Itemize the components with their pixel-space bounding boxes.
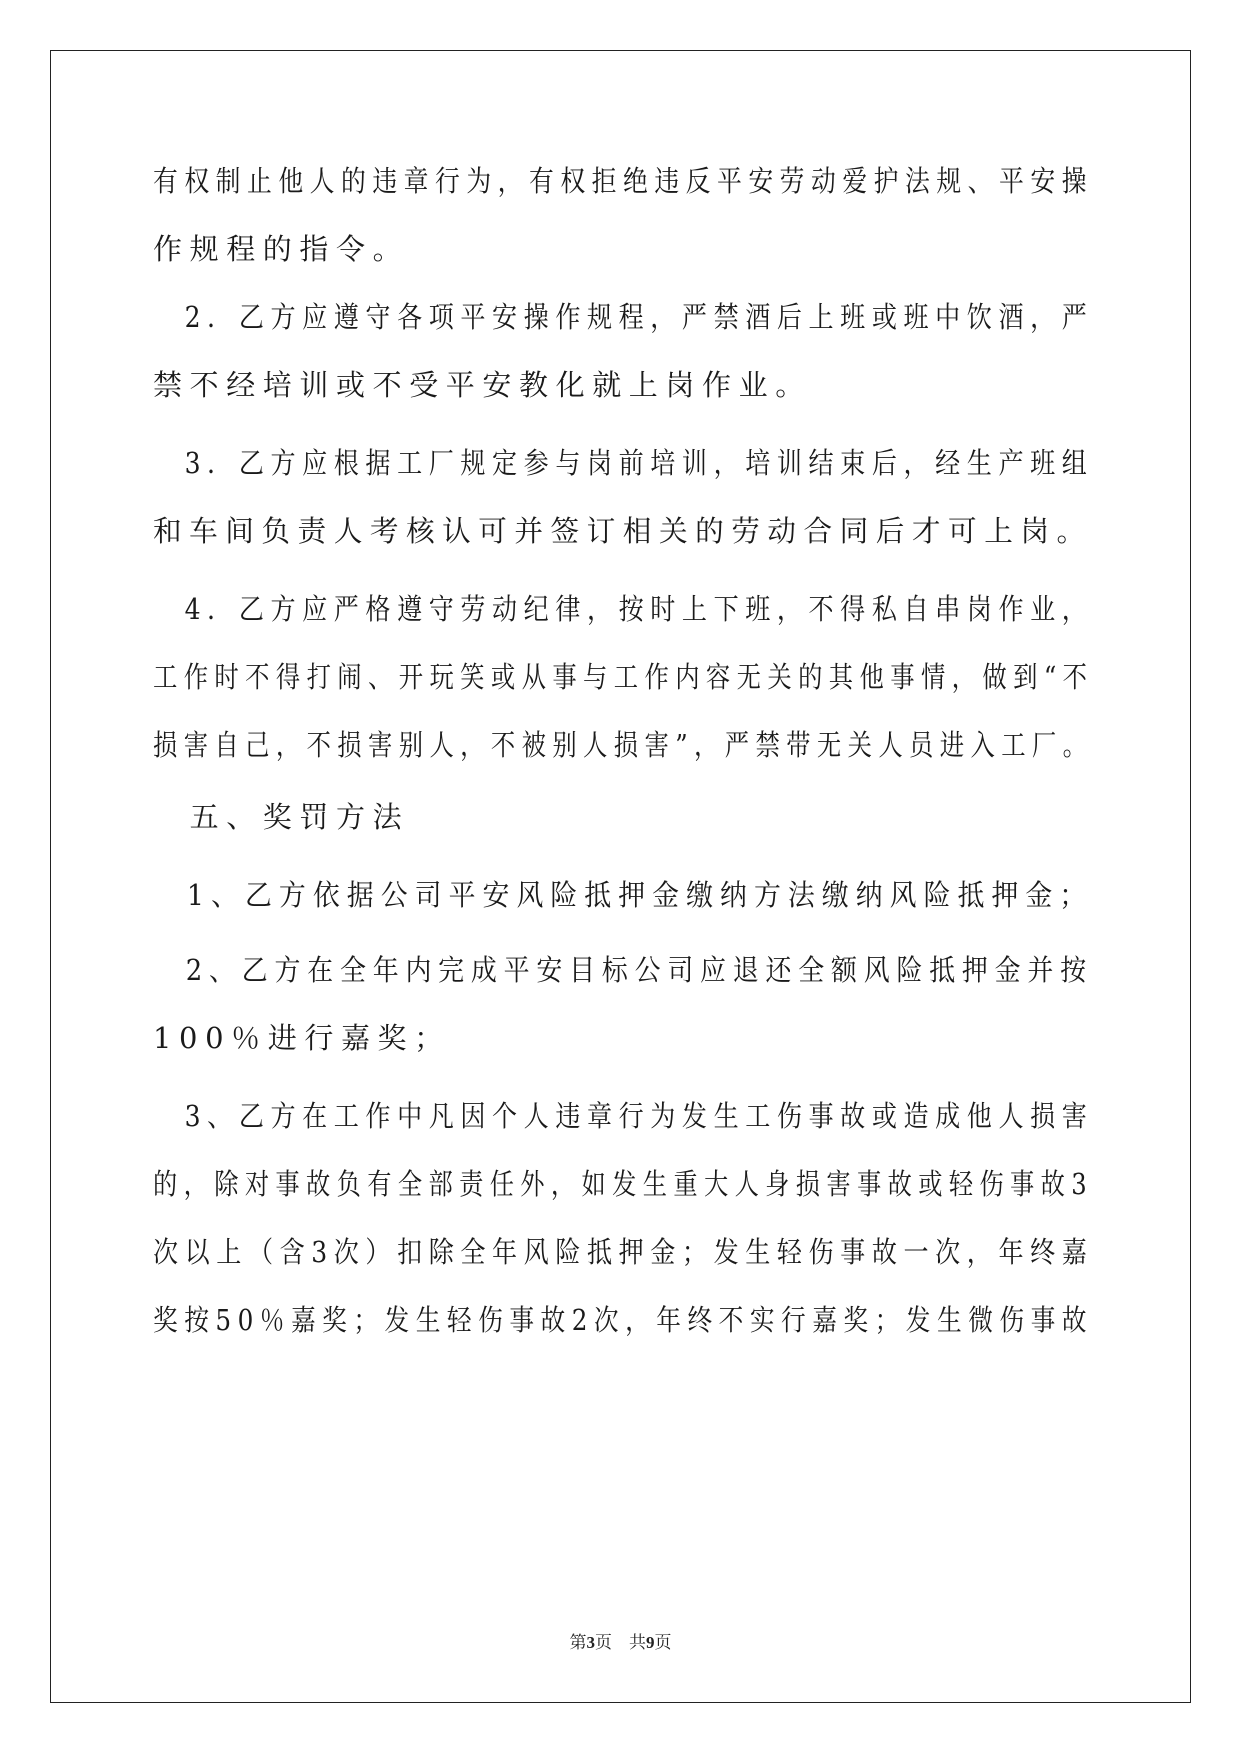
text-line: 2、乙方在全年内完成平安目标公司应退还全额风险抵押金并按 [153,953,1093,987]
page-footer [0,1628,1241,1653]
text-line: 禁不经培训或不受平安教化就上岗作业。 [153,368,812,402]
text-line: 损害自己，不损害别人，不被别人损害”，严禁带无关人员进入工厂。 [153,728,1094,762]
section-heading: 五、奖罚方法 [153,800,410,834]
text-line: 有权制止他人的违章行为，有权拒绝违反平安劳动爱护法规、平安操 [153,164,1094,198]
text-line: 2．乙方应遵守各项平安操作规程，严禁酒后上班或班中饮酒，严 [153,300,1094,334]
footer-prefix: 第 [569,1633,587,1652]
text-line: 4．乙方应严格遵守劳动纪律，按时上下班，不得私自串岗作业， [153,592,1094,626]
text-line: 100％进行嘉奖； [153,1021,451,1055]
text-line: 的，除对事故负有全部责任外，如发生重大人身损害事故或轻伤事故3 [153,1167,1094,1201]
footer-suffix: 页 [654,1633,672,1652]
footer-mid: 页 共 [595,1633,646,1652]
current-page-number: 3 [586,1633,595,1652]
text-line: 工作时不得打闹、开玩笑或从事与工作内容无关的其他事情，做到“不 [153,660,1094,694]
text-line: 作规程的指令。 [153,232,410,266]
text-line: 奖按50％嘉奖；发生轻伤事故2次，年终不实行嘉奖；发生微伤事故 [153,1303,1093,1337]
text-line: 3、乙方在工作中凡因个人违章行为发生工伤事故或造成他人损害 [153,1099,1094,1133]
text-line: 次以上（含3次）扣除全年风险抵押金；发生轻伤事故一次，年终嘉 [153,1235,1094,1269]
text-line: 3．乙方应根据工厂规定参与岗前培训，培训结束后，经生产班组 [153,446,1094,480]
text-line: 和车间负责人考核认可并签订相关的劳动合同后才可上岗。 [153,514,1093,548]
text-line: 1、乙方依据公司平安风险抵押金缴纳方法缴纳风险抵押金； [153,878,1094,912]
total-pages-number: 9 [646,1633,655,1652]
